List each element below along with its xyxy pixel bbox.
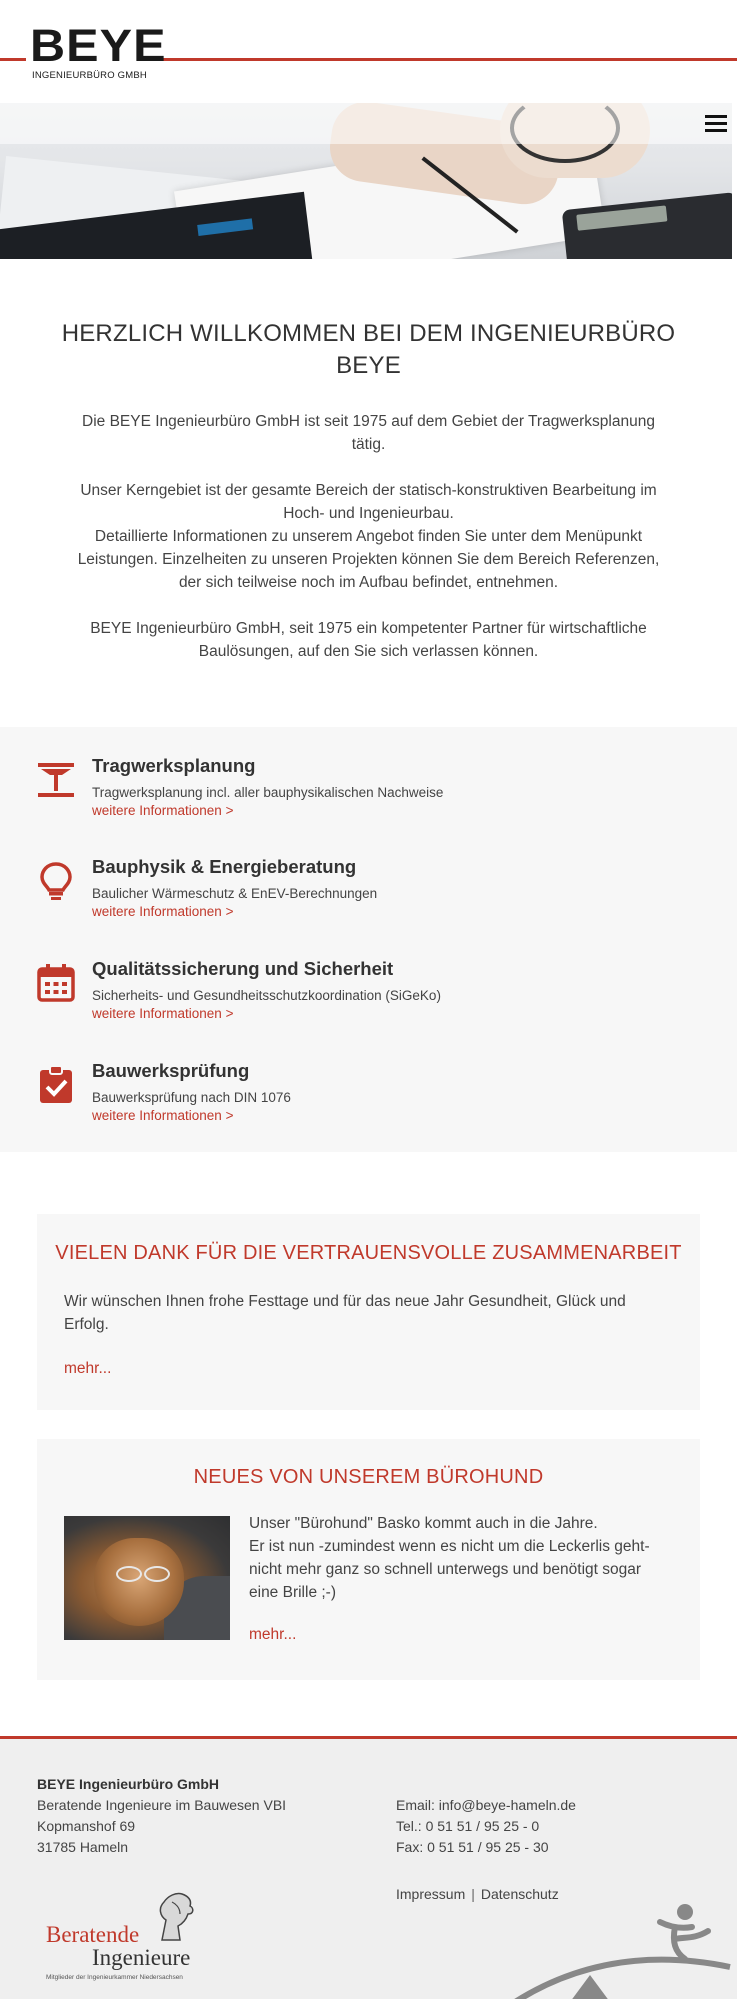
beye-logo[interactable] [30,20,167,84]
calendar-icon [36,963,76,1003]
service-more-link[interactable]: weitere Informationen > [92,803,234,818]
news-more-link[interactable]: mehr... [249,1626,297,1643]
service-title: Bauphysik & Energieberatung [92,856,357,877]
dog-photo [64,1516,230,1640]
intro-paragraph-3: BEYE Ingenieurbüro GmbH, seit 1975 ein kompetenter Partner für wirtschaftliche Baulösungen, auf den Sie sich verlassen können. [90,620,647,660]
footer-fax: Fax: 0 51 51 / 95 25 - 30 [396,1839,549,1855]
site-footer [0,1736,737,1999]
service-more-link[interactable]: weitere Informationen > [92,1006,234,1021]
footer-email-link[interactable]: Email: info@beye-hameln.de [396,1797,576,1813]
news-title: VIELEN DANK FÜR DIE VERTRAUENSVOLLE ZUSAMMENARBEIT [55,1242,682,1264]
intro-section [60,318,677,663]
intro-paragraph-2: Unser Kerngebiet ist der gesamte Bereich der statisch-konstruktiven Bearbeitung im Hoch- und Ingenieurbau. Detaillierte Informationen zu unserem Angebot finden Sie unter dem Menüpunkt Leistungen. Einzelheiten zu unseren Projekten können Sie dem Bereich Referenzen, der sich teilweise noch im Aufbau befindet, entnehmen. [77,482,660,591]
service-bauwerkspruefung [0,1060,737,1150]
service-description: Baulicher Wärmeschutz & EnEV-Berechnungen [92,886,378,901]
service-bauphysik [0,856,737,946]
header-rule-right [158,58,737,61]
footer-contact [396,1795,576,1858]
t-beam-icon [36,760,76,800]
footer-tel-link[interactable]: Tel.: 0 51 51 / 95 25 - 0 [396,1818,540,1834]
bi-logo-caption: Mitglieder der Ingenieurkammer Niedersachsen [46,1974,183,1981]
service-description: Sicherheits- und Gesundheitsschutzkoordination (SiGeKo) [92,988,441,1003]
news-body: Unser "Bürohund" Basko kommt auch in die Jahre. Er ist nun -zumindest wenn es nicht um die Leckerlis geht- nicht mehr ganz so schnell unterwegs und benötigt sogar eine Brille ;-) [249,1515,650,1601]
news-body: Wir wünschen Ihnen frohe Festtage und für das neue Jahr Gesundheit, Glück und Erfolg. [64,1293,626,1333]
footer-address: BEYE Ingenieurbüro GmbH Beratende Ingenieure im Bauwesen VBI Kopmanshof 69 31785 Hameln [37,1776,287,1855]
service-description: Tragwerksplanung incl. aller bauphysikalischen Nachweise [92,785,444,800]
logo-wordmark: BEYE [30,20,167,71]
lightbulb-icon [36,861,76,901]
logo-subtitle: INGENIEURBÜRO GMBH [32,70,147,81]
seesaw-figure-icon [510,1897,737,1999]
nav-bar [0,103,732,144]
service-tragwerksplanung [0,755,737,845]
service-title: Tragwerksplanung [92,755,256,776]
services-section [0,727,737,1152]
service-more-link[interactable]: weitere Informationen > [92,904,234,919]
page-title: HERZLICH WILLKOMMEN BEI DEM INGENIEURBÜRO BEYE [61,320,676,379]
horse-icon [150,1890,196,1942]
hero-image [0,103,732,259]
impressum-link[interactable]: Impressum [396,1886,466,1902]
bi-logo-word2: Ingenieure [92,1945,191,1970]
beratende-ingenieure-logo[interactable] [46,1890,206,1985]
footer-company: BEYE Ingenieurbüro GmbH [37,1776,220,1792]
service-title: Qualitätssicherung und Sicherheit [92,958,394,979]
datenschutz-link[interactable]: Datenschutz [480,1886,559,1902]
footer-legal-links: Impressum | Datenschutz [396,1886,559,1902]
bi-logo-word1: Beratende [46,1922,140,1947]
intro-paragraph-1: Die BEYE Ingenieurbüro GmbH ist seit 1975 auf dem Gebiet der Tragwerksplanung tätig. [82,413,655,453]
header-rule-left [0,58,26,61]
service-more-link[interactable]: weitere Informationen > [92,1108,234,1123]
news-card-buerohund [37,1439,700,1680]
news-card-dank [37,1214,700,1410]
news-more-link[interactable]: mehr... [64,1360,112,1377]
news-title: NEUES VON UNSEREM BÜROHUND [193,1466,544,1488]
site-header [0,0,737,103]
service-qualitaetssicherung [0,958,737,1048]
hamburger-menu-icon[interactable] [705,115,727,131]
clipboard-check-icon [36,1065,76,1105]
service-description: Bauwerksprüfung nach DIN 1076 [92,1090,291,1105]
service-title: Bauwerksprüfung [92,1060,250,1081]
